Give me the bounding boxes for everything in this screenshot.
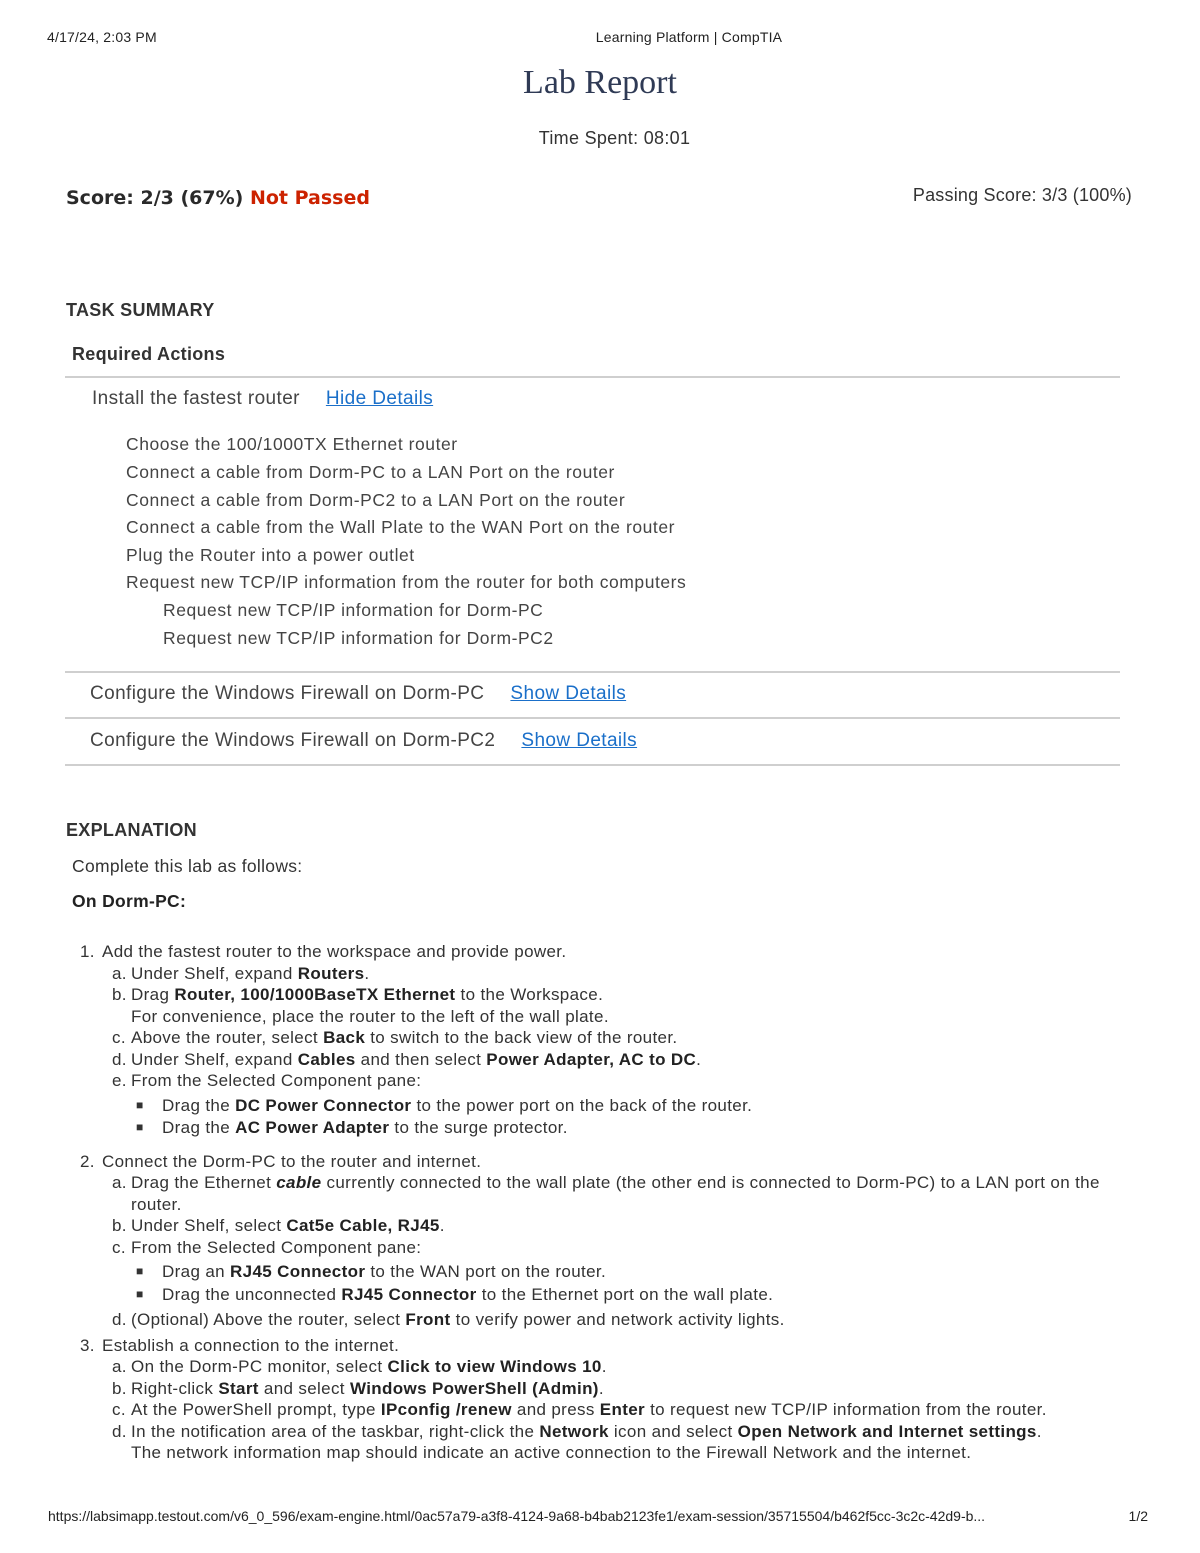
score-value: Score: 2/3 (67%) bbox=[66, 187, 244, 209]
task-detail: Choose the 100/1000TX Ethernet router bbox=[126, 434, 458, 454]
task-detail: Connect a cable from the Wall Plate to the WAN Port on the router bbox=[126, 517, 675, 537]
step-item: 1. Add the fastest router to the workspace and provide power. bbox=[80, 942, 567, 961]
page-number: 1/2 bbox=[1128, 1508, 1148, 1524]
explanation-heading: EXPLANATION bbox=[66, 820, 197, 840]
hide-details-link[interactable]: Hide Details bbox=[325, 388, 434, 409]
print-date: 4/17/24, 2:03 PM bbox=[47, 29, 157, 45]
report-title: Lab Report bbox=[523, 64, 677, 101]
step-subitem: b. Drag Router, 100/1000BaseTX Ethernet to the Workspace. For convenience, place the router to the left of the wall plate. bbox=[112, 985, 609, 1026]
task-detail: Request new TCP/IP information from the router for both computers bbox=[126, 572, 687, 592]
task-label: Install the fastest router bbox=[92, 388, 300, 409]
task-item bbox=[90, 683, 626, 705]
divider bbox=[65, 376, 1120, 378]
step-subitem: c. At the PowerShell prompt, type IPconfig /renew and press Enter to request new TCP/IP information from the router. bbox=[112, 1400, 1047, 1419]
section-subheading: On Dorm-PC: bbox=[72, 891, 187, 911]
explanation-intro: Complete this lab as follows: bbox=[72, 856, 303, 876]
show-details-link[interactable]: Show Details bbox=[510, 683, 627, 704]
divider bbox=[65, 671, 1120, 673]
step-bullet: ■ Drag the DC Power Connector to the power port on the back of the router. bbox=[136, 1095, 753, 1115]
step-bullet: ■ Drag an RJ45 Connector to the WAN port on the router. bbox=[136, 1262, 607, 1281]
score bbox=[66, 187, 370, 209]
step-subitem: d. (Optional) Above the router, select Front to verify power and network activity lights. bbox=[112, 1310, 785, 1329]
step-item: 2. Connect the Dorm-PC to the router and internet. bbox=[80, 1151, 482, 1171]
task-item bbox=[92, 388, 433, 410]
required-actions-heading: Required Actions bbox=[72, 344, 226, 364]
task-subdetail: Request new TCP/IP information for Dorm-PC2 bbox=[163, 628, 554, 648]
step-item: 3. Establish a connection to the internet. bbox=[80, 1335, 400, 1355]
task-detail: Connect a cable from Dorm-PC to a LAN Port on the router bbox=[126, 462, 615, 482]
task-subdetail: Request new TCP/IP information for Dorm-PC bbox=[163, 600, 544, 620]
task-summary-heading: TASK SUMMARY bbox=[66, 300, 215, 320]
step-subitem: c. From the Selected Component pane: bbox=[112, 1237, 422, 1257]
task-label: Configure the Windows Firewall on Dorm-PC bbox=[90, 683, 485, 704]
task-item bbox=[90, 730, 637, 752]
print-footer-url: https://labsimapp.testout.com/v6_0_596/exam-engine.html/0ac57a79-a3f8-4124-9a68-b4bab2123fe1/exam-session/35715504/b462f5cc-3c2c-42d9-b... bbox=[48, 1508, 986, 1524]
print-page-title: Learning Platform | CompTIA bbox=[595, 29, 783, 45]
step-subitem: b. Under Shelf, select Cat5e Cable, RJ45. bbox=[112, 1216, 445, 1235]
task-detail: Connect a cable from Dorm-PC2 to a LAN Port on the router bbox=[126, 490, 626, 510]
step-subitem: d. Under Shelf, expand Cables and then select Power Adapter, AC to DC. bbox=[112, 1049, 702, 1069]
step-subitem: b. Right-click Start and select Windows PowerShell (Admin). bbox=[112, 1378, 604, 1398]
time-spent: Time Spent: 08:01 bbox=[538, 128, 691, 148]
step-bullet: ■ Drag the AC Power Adapter to the surge protector. bbox=[136, 1118, 568, 1137]
step-bullet: ■ Drag the unconnected RJ45 Connector to the Ethernet port on the wall plate. bbox=[136, 1284, 774, 1304]
show-details-link[interactable]: Show Details bbox=[521, 730, 638, 751]
status-badge: Not Passed bbox=[249, 187, 370, 209]
step-subitem: d. In the notification area of the taskbar, right-click the Network icon and select Open Network and Internet settings. The network information map should indicate an active connection to the Firewall Network and the internet. bbox=[112, 1421, 1042, 1462]
step-subitem: e. From the Selected Component pane: bbox=[112, 1071, 422, 1090]
step-subitem: c. Above the router, select Back to switch to the back view of the router. bbox=[112, 1028, 678, 1047]
step-subitem: a. Drag the Ethernet cable currently connected to the wall plate (the other end is connected to Dorm-PC) to a LAN port on the router. bbox=[112, 1173, 1100, 1214]
divider bbox=[65, 764, 1120, 766]
step-subitem: a. Under Shelf, expand Routers. bbox=[112, 963, 370, 983]
task-detail: Plug the Router into a power outlet bbox=[126, 545, 415, 565]
task-label: Configure the Windows Firewall on Dorm-PC2 bbox=[90, 730, 496, 751]
instruction-steps bbox=[80, 941, 1140, 1464]
divider bbox=[65, 717, 1120, 719]
step-subitem: a. On the Dorm-PC monitor, select Click to view Windows 10. bbox=[112, 1357, 607, 1376]
passing-score: Passing Score: 3/3 (100%) bbox=[912, 185, 1132, 205]
